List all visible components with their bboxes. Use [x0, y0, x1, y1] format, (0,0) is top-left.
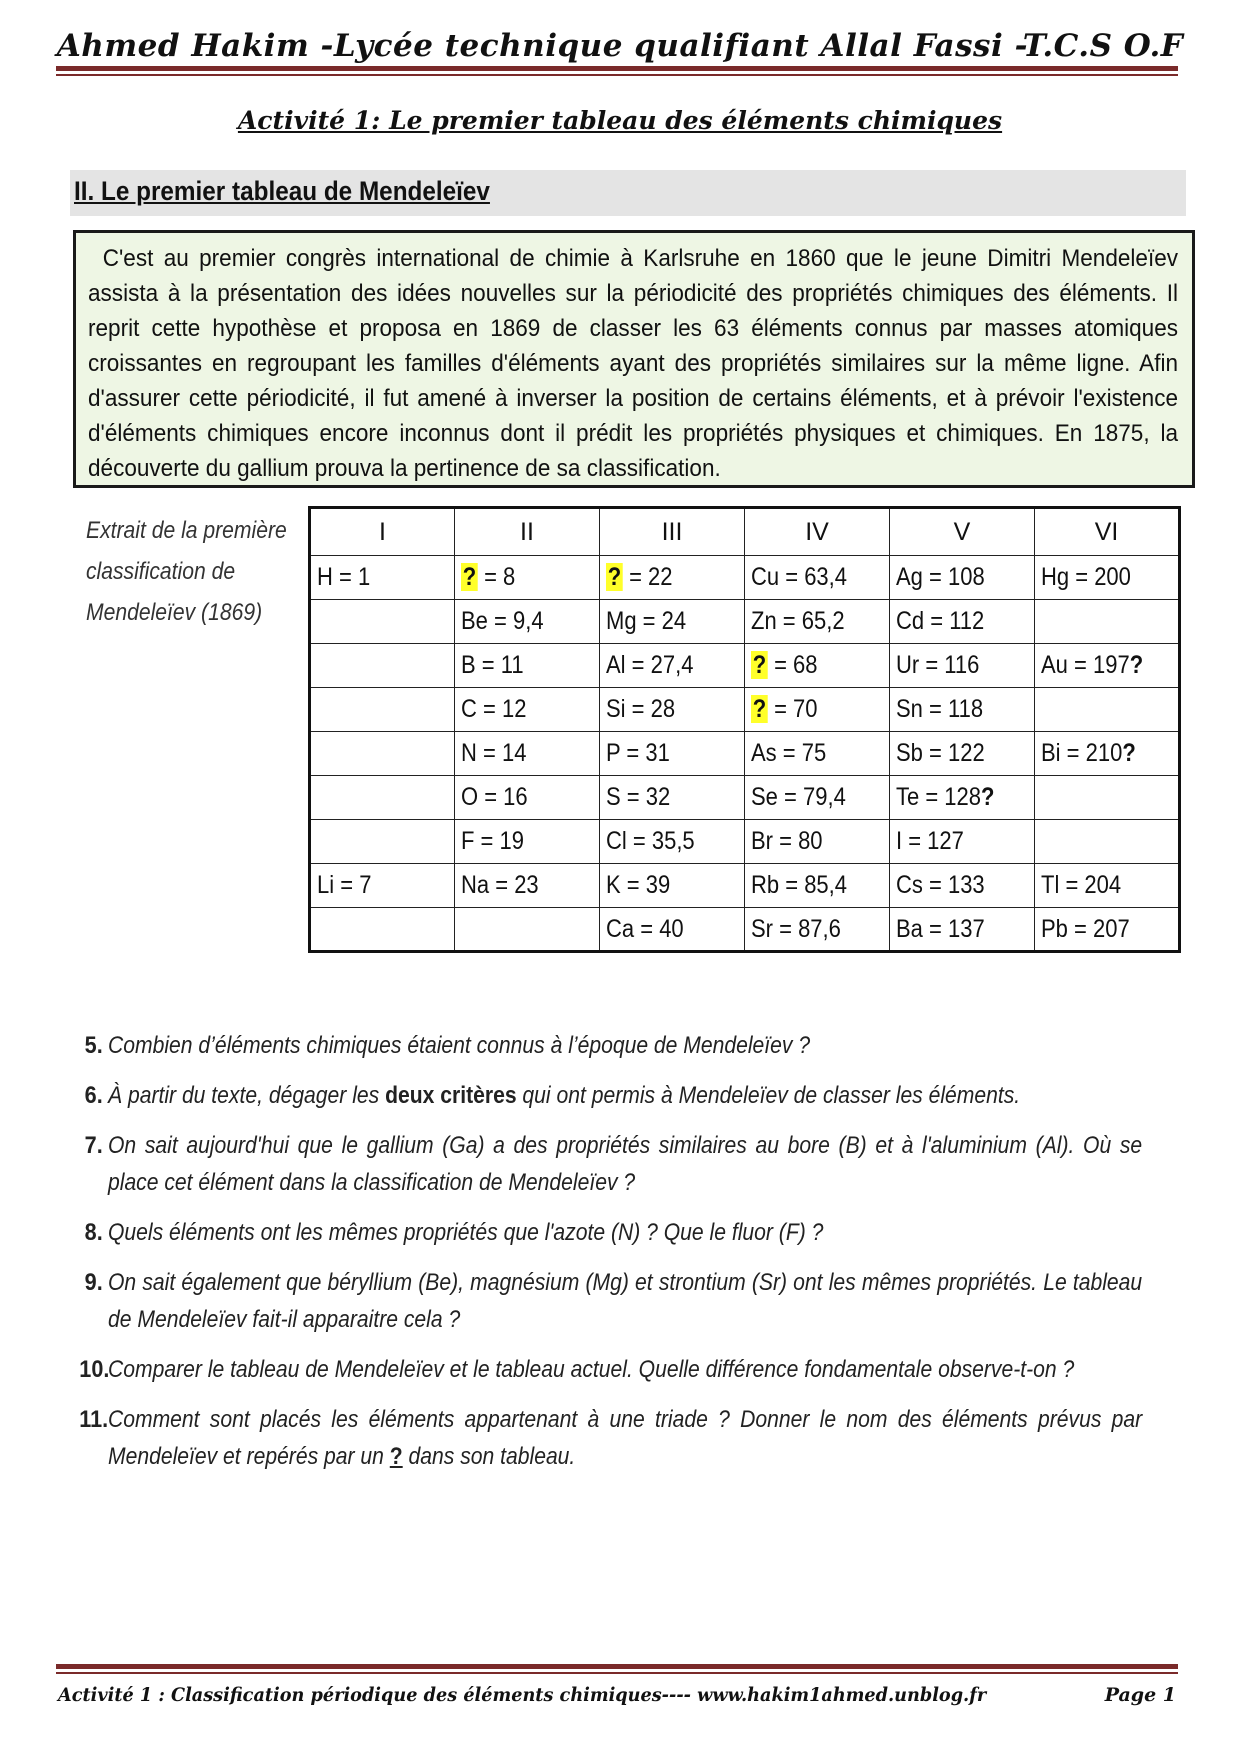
table-cell: Ur = 116: [890, 644, 1035, 688]
question-number: 9.: [84, 1269, 103, 1296]
table-cell: Se = 79,4: [745, 776, 890, 820]
footer-text: Activité 1 : Classification périodique des éléments chimiques---- www.hakim1ahmed.unblog.fr: [58, 1684, 987, 1706]
table-row: [310, 820, 1180, 864]
table-row: [310, 556, 1180, 600]
unknown-element-marker: ?: [752, 695, 767, 723]
table-cell: Ca = 40: [600, 908, 745, 952]
table-cell: Te = 128?: [890, 776, 1035, 820]
header-rule-thin: [56, 74, 1178, 76]
question-text: Comparer le tableau de Mendeleïev et le tableau actuel. Quelle différence fondamentale observe-t-on ?: [108, 1356, 1075, 1383]
intro-paragraph: C'est au premier congrès international de chimie à Karlsruhe en 1860 que le jeune Dimitri Mendeleïev assista à la présentation des idées nouvelles sur la périodicité des propriétés chimiques des éléments. Il reprit cette hypothèse et proposa en 1869 de classer les 63 éléments connus par masses atomiques croissantes en regroupant les familles d'éléments ayant des propriétés similaires sur la même ligne. Afin d'assurer cette périodicité, il fut amené à inverser la position de certains éléments, et à prévoir l'existence d'éléments chimiques encore inconnus dont il prédit les propriétés physiques et chimiques. En 1875, la découverte du gallium prouva la pertinence de sa classification.: [88, 245, 1179, 482]
table-cell: Au = 197?: [1035, 644, 1180, 688]
table-row: [310, 732, 1180, 776]
section-heading: [70, 170, 1186, 216]
table-cell: Li = 7: [310, 864, 455, 908]
table-cell: S = 32: [600, 776, 745, 820]
table-cell: Mg = 24: [600, 600, 745, 644]
table-cell: Sn = 118: [890, 688, 1035, 732]
table-cell: Na = 23: [455, 864, 600, 908]
table-cell: ? = 68: [745, 644, 890, 688]
table-cell: Ag = 108: [890, 556, 1035, 600]
question-item: [78, 1351, 1148, 1388]
table-cell: [1035, 820, 1180, 864]
table-cell: F = 19: [455, 820, 600, 864]
table-cell: [310, 644, 455, 688]
table-cell: H = 1: [310, 556, 455, 600]
table-cell: [455, 908, 600, 952]
table-cell: [1035, 776, 1180, 820]
table-cell: Be = 9,4: [455, 600, 600, 644]
question-text: On sait également que béryllium (Be), magnésium (Mg) et strontium (Sr) ont les mêmes propriétés. Le tableau de Mendeleïev fait-il apparaitre cela ?: [108, 1269, 1143, 1333]
table-cell: Cl = 35,5: [600, 820, 745, 864]
caption-line: classification de: [86, 558, 236, 585]
table-cell: Sr = 87,6: [745, 908, 890, 952]
table-row: [310, 864, 1180, 908]
table-cell: ? = 8: [455, 556, 600, 600]
questions-list: [78, 1027, 1148, 1488]
table-cell: B = 11: [455, 644, 600, 688]
table-cell: As = 75: [745, 732, 890, 776]
question-number: 6.: [84, 1082, 103, 1109]
page-header-title: Ahmed Hakim -Lycée technique qualifiant Allal Fassi -T.C.S O.F: [56, 28, 1184, 64]
table-cell: C = 12: [455, 688, 600, 732]
table-cell: Rb = 85,4: [745, 864, 890, 908]
header-rule: [56, 66, 1178, 71]
table-cell: [1035, 600, 1180, 644]
table-cell: [310, 820, 455, 864]
table-cell: Br = 80: [745, 820, 890, 864]
question-number: 8.: [84, 1219, 103, 1246]
table-cell: Ba = 137: [890, 908, 1035, 952]
table-cell: Zn = 65,2: [745, 600, 890, 644]
column-header: II: [455, 508, 600, 556]
table-caption: [86, 510, 311, 633]
footer-rule: [56, 1664, 1178, 1669]
column-header: VI: [1035, 508, 1180, 556]
table-cell: O = 16: [455, 776, 600, 820]
table-row: [310, 776, 1180, 820]
question-text: On sait aujourd'hui que le gallium (Ga) a des propriétés similaires au bore (B) et à l'aluminium (Al). Où se place cet élément dans la classification de Mendeleïev ?: [108, 1132, 1143, 1196]
question-item: [78, 1027, 1148, 1064]
table-cell: Si = 28: [600, 688, 745, 732]
table-cell: P = 31: [600, 732, 745, 776]
question-number: 10.: [79, 1356, 110, 1383]
unknown-element-marker: ?: [752, 651, 767, 679]
table-cell: ? = 22: [600, 556, 745, 600]
caption-line: Mendeleïev (1869): [86, 599, 263, 626]
column-header: V: [890, 508, 1035, 556]
footer-rule-thin: [56, 1672, 1178, 1674]
activity-title: Activité 1: Le premier tableau des éléments chimiques: [237, 106, 1003, 135]
unknown-element-marker: ?: [462, 563, 477, 591]
table-cell: [310, 600, 455, 644]
question-number: 7.: [84, 1132, 103, 1159]
table-cell: I = 127: [890, 820, 1035, 864]
question-number: 11.: [79, 1406, 109, 1433]
table-cell: Bi = 210?: [1035, 732, 1180, 776]
table-header-row: [310, 508, 1180, 556]
table-cell: [1035, 688, 1180, 732]
table-cell: Cs = 133: [890, 864, 1035, 908]
table-cell: Pb = 207: [1035, 908, 1180, 952]
question-item: [78, 1264, 1148, 1338]
section-title: II. Le premier tableau de Mendeleïev: [74, 176, 490, 206]
table-cell: [310, 908, 455, 952]
table-cell: [310, 688, 455, 732]
table-cell: Tl = 204: [1035, 864, 1180, 908]
table-row: [310, 688, 1180, 732]
question-text: Combien d’éléments chimiques étaient connus à l’époque de Mendeleïev ?: [108, 1032, 811, 1059]
question-item: [78, 1401, 1148, 1475]
table-row: [310, 600, 1180, 644]
intro-text-box: [73, 230, 1195, 488]
caption-line: Extrait de la première: [86, 517, 287, 544]
question-number: 5.: [84, 1032, 103, 1059]
table-cell: Cu = 63,4: [745, 556, 890, 600]
question-text: Quels éléments ont les mêmes propriétés que l'azote (N) ? Que le fluor (F) ?: [108, 1219, 824, 1246]
page-number: Page 1: [1104, 1684, 1176, 1706]
table-cell: N = 14: [455, 732, 600, 776]
table-cell: K = 39: [600, 864, 745, 908]
question-text: À partir du texte, dégager les deux critères qui ont permis à Mendeleïev de classer les éléments.: [108, 1082, 1021, 1109]
column-header: IV: [745, 508, 890, 556]
table-cell: Al = 27,4: [600, 644, 745, 688]
question-text: Comment sont placés les éléments appartenant à une triade ? Donner le nom des éléments prévus par Mendeleïev et repérés par un ? dans son tableau.: [108, 1406, 1143, 1470]
table-row: [310, 644, 1180, 688]
column-header: III: [600, 508, 745, 556]
mendeleev-table: [308, 506, 1181, 953]
question-item: [78, 1127, 1148, 1201]
column-header: I: [310, 508, 455, 556]
unknown-element-marker: ?: [607, 563, 622, 591]
table-cell: [310, 776, 455, 820]
table-cell: Cd = 112: [890, 600, 1035, 644]
table-cell: Hg = 200: [1035, 556, 1180, 600]
question-item: [78, 1077, 1148, 1114]
table-row: [310, 908, 1180, 952]
table-cell: [310, 732, 455, 776]
question-item: [78, 1214, 1148, 1251]
table-cell: ? = 70: [745, 688, 890, 732]
table-cell: Sb = 122: [890, 732, 1035, 776]
